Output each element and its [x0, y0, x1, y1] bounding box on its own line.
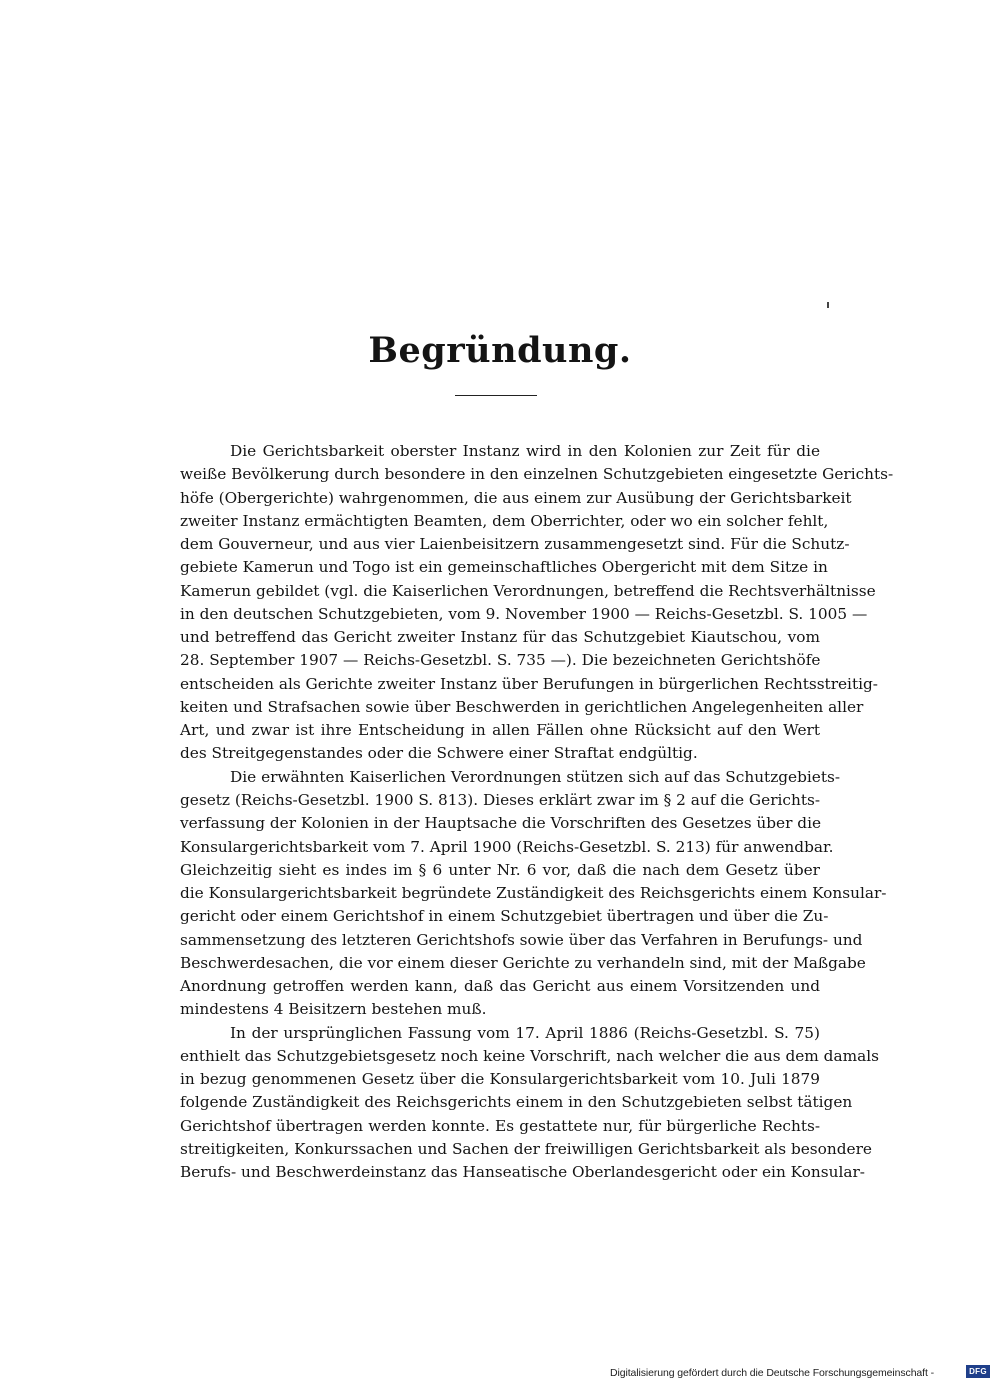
text-line: Die erwähnten Kaiserlichen Verordnungen stützen sich auf das Schutzgebiets-	[230, 767, 841, 786]
body-text	[180, 440, 894, 1185]
text-line: keiten und Strafsachen sowie über Beschwerden in gerichtlichen Angelegenheiten aller	[180, 697, 864, 716]
dfg-logo: DFG	[966, 1365, 990, 1378]
text-line: verfassung der Kolonien in der Hauptsache die Vorschriften des Gesetzes über die	[180, 814, 822, 833]
text-line: Gerichtshof übertragen werden konnte. Es gestattete nur, für bürgerliche Rechts-	[180, 1116, 820, 1135]
text-line: dem Gouverneur, und aus vier Laienbeisitzern zusammengesetzt sind. Für die Schutz-	[180, 535, 850, 554]
text-line: weiße Bevölkerung durch besondere in den einzelnen Schutzgebieten eingesetzte Gerichts-	[180, 465, 894, 484]
text-line: Beschwerdesachen, die vor einem dieser Gerichte zu verhandeln sind, mit der Maßgabe	[180, 953, 866, 972]
text-line: und betreffend das Gericht zweiter Instanz für das Schutzgebiet Kiautschou, vom	[180, 628, 820, 647]
text-line: mindestens 4 Beisitzern bestehen muß.	[180, 1000, 487, 1019]
text-line: folgende Zuständigkeit des Reichsgerichts einem in den Schutzgebieten selbst tätigen	[180, 1093, 853, 1112]
page-heading: Begründung.	[368, 330, 632, 371]
text-line: gericht oder einem Gerichtshof in einem Schutzgebiet übertragen und über die Zu-	[180, 907, 829, 926]
text-line: die Konsulargerichtsbarkeit begründete Zuständigkeit des Reichsgerichts einem Konsular-	[180, 884, 887, 903]
text-line: des Streitgegenstandes oder die Schwere einer Straftat endgültig.	[180, 744, 698, 763]
text-line: Gleichzeitig sieht es indes im § 6 unter Nr. 6 vor, daß die nach dem Gesetz über	[180, 860, 820, 879]
text-line: Anordnung getroffen werden kann, daß das Gericht aus einem Vorsitzenden und	[180, 977, 820, 996]
print-speck	[827, 302, 829, 308]
text-line: sammensetzung des letzteren Gerichtshofs sowie über das Verfahren in Berufungs- und	[180, 930, 863, 949]
text-line: gesetz (Reichs-Gesetzbl. 1900 S. 813). Dieses erklärt zwar im § 2 auf die Gerichts-	[180, 790, 820, 809]
text-line: zweiter Instanz ermächtigten Beamten, dem Oberrichter, oder wo ein solcher fehlt,	[180, 511, 829, 530]
text-line: In der ursprünglichen Fassung vom 17. April 1886 (Reichs-Gesetzbl. S. 75)	[230, 1023, 820, 1042]
text-line: 28. September 1907 — Reichs-Gesetzbl. S. 735 —). Die bezeichneten Gerichtshöfe	[180, 651, 821, 670]
text-line: enthielt das Schutzgebietsgesetz noch keine Vorschrift, nach welcher die aus dem damals	[180, 1046, 879, 1065]
text-line: in den deutschen Schutzgebieten, vom 9. November 1900 — Reichs-Gesetzbl. S. 1005 —	[180, 604, 868, 623]
text-line: gebiete Kamerun und Togo ist ein gemeinschaftliches Obergericht mit dem Sitze in	[180, 558, 828, 577]
digitization-credit: Digitalisierung gefördert durch die Deutsche Forschungsgemeinschaft -	[610, 1367, 935, 1379]
text-line: Die Gerichtsbarkeit oberster Instanz wird in den Kolonien zur Zeit für die	[230, 442, 820, 460]
text-line: höfe (Obergerichte) wahrgenommen, die aus einem zur Ausübung der Gerichtsbarkeit	[180, 488, 852, 507]
text-line: in bezug genommenen Gesetz über die Konsulargerichtsbarkeit vom 10. Juli 1879	[180, 1070, 820, 1089]
text-line: streitigkeiten, Konkurssachen und Sachen der freiwilligen Gerichtsbarkeit als besondere	[180, 1139, 872, 1158]
text-line: Berufs- und Beschwerdeinstanz das Hanseatische Oberlandesgericht oder ein Konsular-	[180, 1163, 865, 1182]
text-line: Kamerun gebildet (vgl. die Kaiserlichen Verordnungen, betreffend die Rechtsverhältnisse	[180, 581, 876, 600]
heading-rule	[455, 395, 537, 396]
text-line: entscheiden als Gerichte zweiter Instanz über Berufungen in bürgerlichen Rechtsstreitig-	[180, 674, 878, 693]
text-line: Art, und zwar ist ihre Entscheidung in allen Fällen ohne Rücksicht auf den Wert	[180, 721, 820, 740]
text-line: Konsulargerichtsbarkeit vom 7. April 1900 (Reichs-Gesetzbl. S. 213) für anwendbar.	[180, 837, 834, 856]
